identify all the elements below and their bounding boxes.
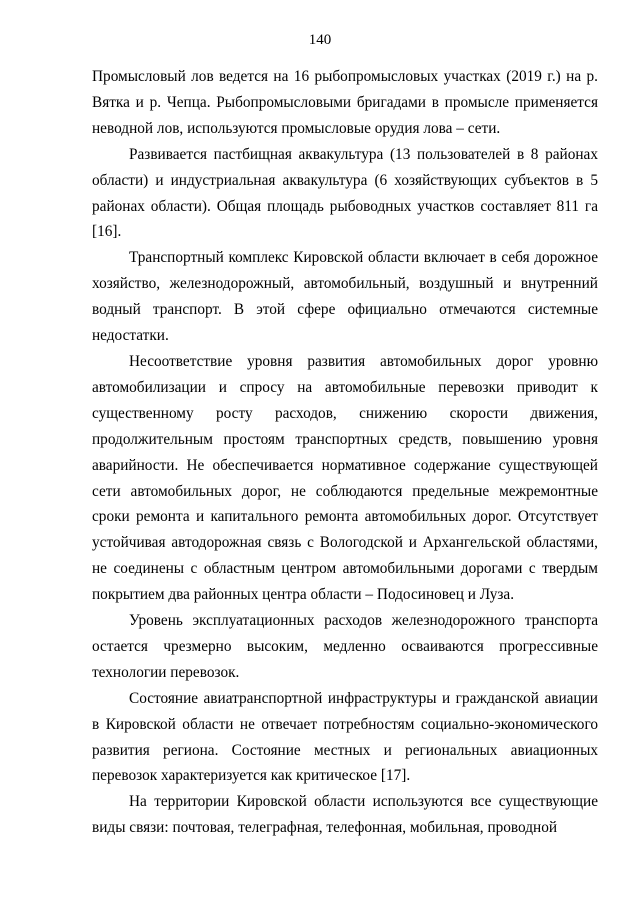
paragraph-transport-complex: Транспортный комплекс Кировской области включает в себя дорожное хозяйство, железнодорожный, автомобильный, воздушный и внутренний водный транспорт. В этой сфере официально отмечаются системные недостатки. [92,249,598,345]
paragraph-aviation: Состояние авиатранспортной инфраструктуры и гражданской авиации в Кировской области не отвечает потребностям социально-экономического развития региона. Состояние местных и региональных авиационных перевозок характеризуется как критическое [17]. [92,689,598,785]
paragraph-aquaculture: Развивается пастбищная аквакультура (13 пользователей в 8 районах области) и индустриальная аквакультура (6 хозяйствующих субъектов в 5 районах области). Общая площадь рыбоводных участков составляет 811 га [16]. [92,145,598,241]
paragraph-fishing: Промысловый лов ведется на 16 рыбопромысловых участках (2019 г.) на р. Вятка и р. Чепца. Рыбопромысловыми бригадами в промысле применяется неводной лов, используются промысловые орудия лова – сети. [92,68,598,137]
paragraph-communications: На территории Кировской области используются все существующие виды связи: почтовая, телеграфная, телефонная, мобильная, проводной [92,793,598,837]
document-body [92,64,598,841]
page-number: 140 [308,32,332,48]
paragraph-railway: Уровень эксплуатационных расходов железнодорожного транспорта остается чрезмерно высоким, медленно осваиваются прогрессивные технологии перевозок. [92,612,598,681]
paragraph-road-network: Несоответствие уровня развития автомобильных дорог уровню автомобилизации и спросу на автомобильные перевозки приводит к существенному росту расходов, снижению скорости движения, продолжительным простоям транспортных средств, повышению уровня аварийности. Не обеспечивается нормативное содержание существующей сети автомобильных дорог, не соблюдаются предельные межремонтные сроки ремонта и капитального ремонта автомобильных дорог. Отсутствует устойчивая автодорожная связь с Вологодской и Архангельской областями, не соединены с областным центром автомобильными дорогами с твердым покрытием два районных центра области – Подосиновец и Луза. [92,352,598,604]
